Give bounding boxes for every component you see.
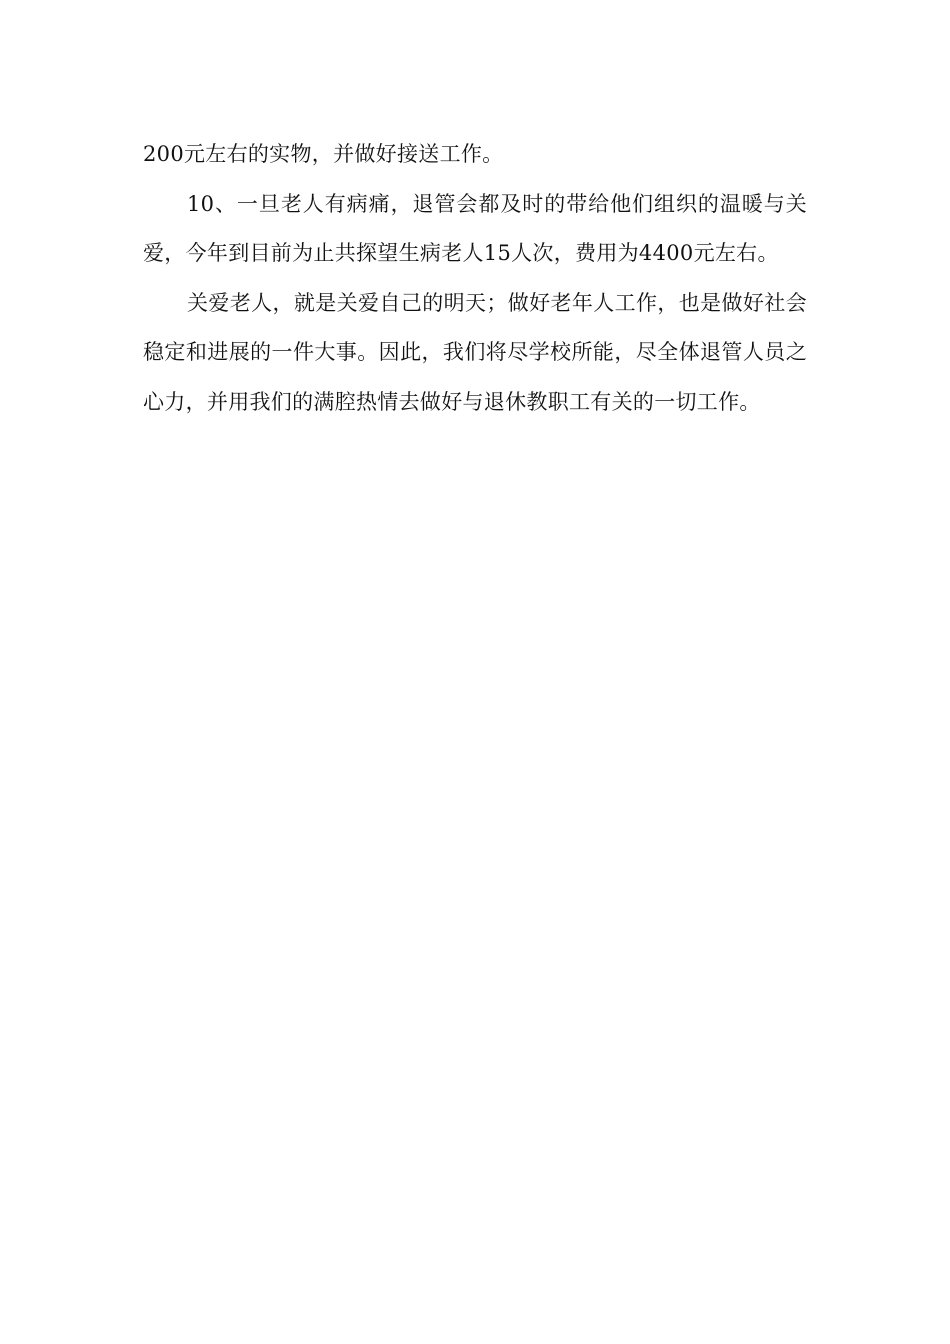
paragraph-continuation: 200元左右的实物，并做好接送工作。	[143, 142, 504, 166]
paragraph-conclusion: 关爱老人，就是关爱自己的明天；做好老年人工作，也是做好社会稳定和进展的一件大事。因此，我们将尽学校所能，尽全体退管人员之心力，并用我们的满腔热情去做好与退休教职工有关的一切工作。	[143, 290, 807, 414]
paragraph-item-10: 10、一旦老人有病痛，退管会都及时的带给他们组织的温暖与关爱，今年到目前为止共探望生病老人15人次，费用为4400元左右。	[143, 191, 807, 265]
document-body	[143, 130, 807, 427]
